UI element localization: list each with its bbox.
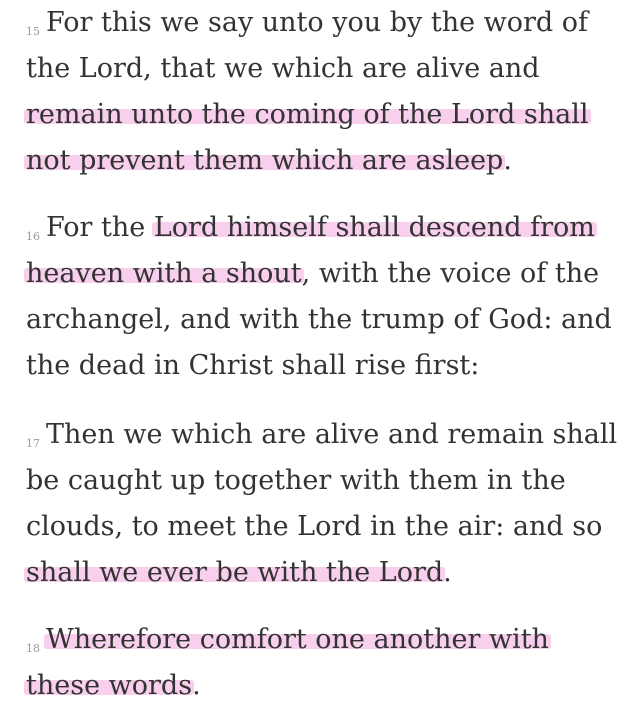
verse-text: .: [503, 145, 512, 176]
highlighted-text[interactable]: Lord himself shall descend from: [153, 212, 595, 243]
highlighted-text[interactable]: heaven with a shout: [26, 258, 302, 289]
verse-number: 16: [26, 230, 40, 243]
highlighted-text[interactable]: not prevent them which are asleep: [26, 145, 504, 176]
verse-text: the dead in Christ shall rise first:: [26, 350, 480, 381]
verse-line: [26, 617, 549, 663]
verse-text: be caught up together with them in the: [26, 465, 566, 496]
verse-line: [26, 251, 599, 297]
verse-line: [26, 458, 566, 504]
verse-text: , with the voice of the: [301, 258, 600, 289]
verse-line: [26, 0, 588, 46]
verse-line: [26, 138, 512, 184]
verse-text: .: [192, 670, 201, 701]
verse-number: 17: [26, 437, 40, 450]
verse-line: [26, 663, 201, 709]
verse-text: For the: [46, 212, 154, 243]
verse-text: archangel, and with the trump of God: and: [26, 304, 612, 335]
highlighted-text[interactable]: these words: [26, 670, 193, 701]
verse-line: [26, 46, 540, 92]
verse-text: .: [443, 557, 452, 588]
verse-text: the Lord, that we which are alive and: [26, 53, 540, 84]
verse-line: [26, 92, 589, 138]
highlighted-text[interactable]: remain unto the coming of the Lord shall: [26, 99, 589, 130]
verse-line: [26, 297, 612, 343]
verse-line: [26, 205, 595, 251]
verse-line: [26, 412, 617, 458]
verse-line: [26, 550, 452, 596]
highlighted-text[interactable]: Wherefore comfort one another with: [46, 624, 549, 655]
verse-number: 15: [26, 25, 40, 38]
verse-line: [26, 504, 602, 550]
verse-text: Then we which are alive and remain shall: [46, 419, 618, 450]
verse-number: 18: [26, 642, 40, 655]
verse-text: For this we say unto you by the word of: [46, 7, 589, 38]
verse-text: clouds, to meet the Lord in the air: and so: [26, 511, 603, 542]
verse-line: [26, 343, 479, 389]
highlighted-text[interactable]: shall we ever be with the Lord: [26, 557, 444, 588]
